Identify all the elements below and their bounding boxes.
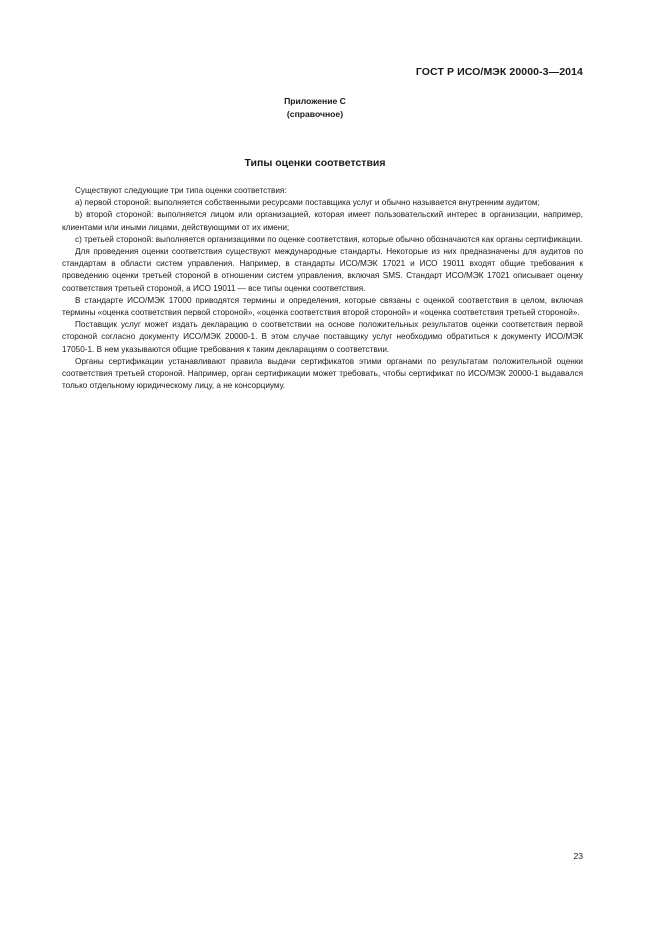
paragraph-third-party: c) третьей стороной: выполняется организациями по оценке соответствия, которые обычно обозначаются как органы сертификации. bbox=[75, 234, 583, 244]
paragraph-declaration: Поставщик услуг может издать декларацию о соответствии на основе положительных результатов оценки соответствия первой стороной согласно документу ИСО/МЭК 20000-1. В этом случае поставщику услуг необходимо обратиться к документу ИСО/МЭК 17050-1. В нем указываются общие требования к таким декларациям о соответствии. bbox=[62, 320, 583, 354]
paragraph-standards: Для проведения оценки соответствия существуют международные стандарты. Некоторые из них предназначены для аудитов по стандартам в области систем управления. Например, в стандарты ИСО/МЭК 17021 и ИСО 19011 входят общие требования к проведению оценки третьей стороной в отношении систем управления, включая SMS. Стандарт ИСО/МЭК 17021 описывает оценку соответствия третьей стороной, а ИСО 19011 — все типы оценки соответствия. bbox=[62, 247, 583, 293]
paragraph-intro: Существуют следующие три типа оценки соответствия: bbox=[75, 186, 287, 195]
paragraph-certification-bodies: Органы сертификации устанавливают правила выдачи сертификатов этими органами по результатам положительной оценки соответствия третьей стороной. Например, орган сертификации может требовать, чтобы сертификат по ИСО/МЭК 20000-1 выдавался только отдельному юридическому лицу, а не консорциуму. bbox=[62, 356, 583, 391]
page-number: 23 bbox=[573, 851, 583, 861]
annex-title: Приложение С bbox=[284, 96, 346, 106]
paragraph-first-party: a) первой стороной: выполняется собственными ресурсами поставщика услуг и обычно называется внутренним аудитом; bbox=[75, 198, 540, 208]
section-title: Типы оценки соответствия bbox=[244, 157, 386, 169]
body-text bbox=[62, 185, 583, 392]
annex-subtitle: (справочное) bbox=[286, 109, 344, 119]
document-code: ГОСТ Р ИСО/МЭК 20000-3—2014 bbox=[415, 66, 583, 78]
paragraph-iso-17000: В стандарте ИСО/МЭК 17000 приводятся термины и определения, которые связаны с оценкой соответствия в целом, включая термины «оценка соответствия первой стороной», «оценка соответствия второй стороной» и «оценка соответствия третьей стороной». bbox=[62, 295, 583, 318]
paragraph-second-party: b) второй стороной: выполняется лицом или организацией, которая имеет пользовательский интерес в организации, например, клиентами или иными лицами, действующими от их имени; bbox=[62, 210, 583, 232]
